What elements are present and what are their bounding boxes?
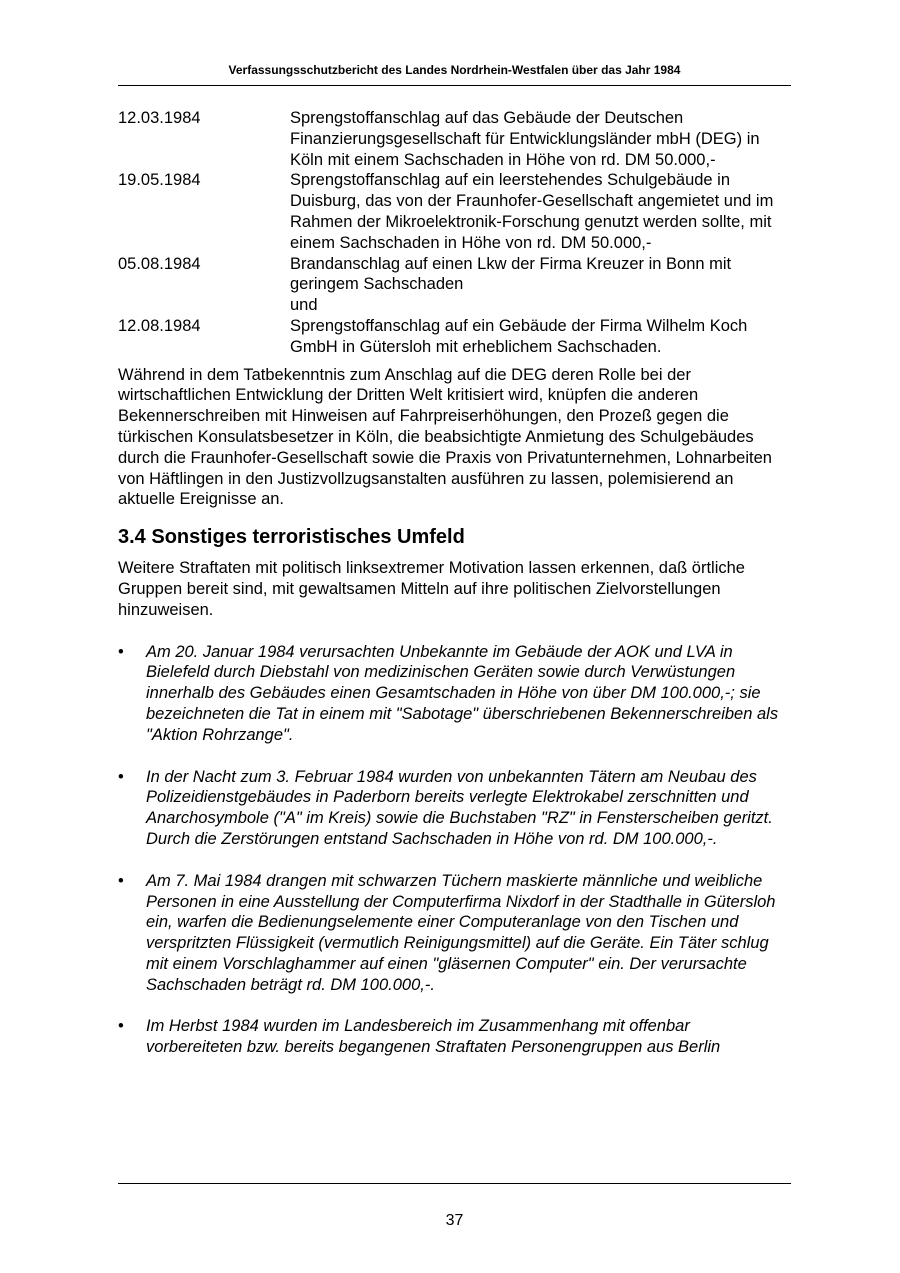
event-date: 05.08.1984 — [118, 254, 201, 273]
event-description: Sprengstoffanschlag auf das Gebäude der Deutschen Finanzierungsgesellschaft für Entwicklungsländer mbH (DEG) in Köln mit einem Sachschaden in Höhe von rd. DM 50.000,- — [290, 109, 760, 169]
event-date: 19.05.1984 — [118, 171, 201, 190]
event-row — [118, 170, 791, 253]
list-item — [118, 871, 791, 996]
bullet-icon: • — [118, 1017, 124, 1036]
list-item-text: In der Nacht zum 3. Februar 1984 wurden von unbekannten Tätern am Neubau des Polizeidienstgebäudes in Paderborn bereits verlegte Elektrokabel zerschnitten und Anarchosymbole ("A" im Kreis) sowie die Buchstaben "RZ" in Fensterscheiben geritzt. Durch die Zerstörungen entstand Sachschaden in Höhe von rd. DM 100.000,-. — [146, 767, 773, 848]
list-item — [118, 1016, 791, 1058]
event-description: Brandanschlag auf einen Lkw der Firma Kreuzer in Bonn mit geringem Sachschaden — [290, 254, 732, 294]
list-item-text: Am 7. Mai 1984 drangen mit schwarzen Tüchern maskierte männliche und weibliche Personen in eine Ausstellung der Computerfirma Nixdorf in der Stadthalle in Gütersloh ein, warfen die Bedienungselemente einer Computeranlage von den Tischen und verspritzten Flüssigkeit (vermutlich Reinigungsmittel) auf die Geräte. Ein Täter schlug mit einem Vorschlaghammer auf einen "gläsernen Computer" ein. Der verursachte Sachschaden beträgt rd. DM 100.000,-. — [146, 871, 776, 994]
event-description: Sprengstoffanschlag auf ein leerstehendes Schulgebäude in Duisburg, das von der Fraunhofer-Gesellschaft angemietet und im Rahmen der Mikroelektronik-Forschung genutzt werden sollte, mit einem Sachschaden in Höhe von rd. DM 50.000,- — [290, 171, 774, 252]
footer-rule — [118, 1183, 791, 1184]
event-row — [118, 254, 791, 316]
list-item — [118, 767, 791, 850]
header-rule — [118, 85, 791, 86]
list-item — [118, 642, 791, 746]
event-row — [118, 316, 791, 358]
page-header: Verfassungsschutzbericht des Landes Nordrhein-Westfalen über das Jahr 1984 — [228, 63, 681, 77]
bullet-icon: • — [118, 642, 124, 661]
list-item-text: Im Herbst 1984 wurden im Landesbereich im Zusammenhang mit offenbar vorbereiteten bzw. bereits begangenen Straftaten Personengruppen aus Berlin — [146, 1017, 721, 1057]
list-item-text: Am 20. Januar 1984 verursachten Unbekannte im Gebäude der AOK und LVA in Bielefeld durch Diebstahl von medizinischen Geräten sowie durch Verwüstungen innerhalb des Gebäudes einen Gesamtschaden in Höhe von über DM 100.000,-; sie bezeichneten die Tat in einem mit "Sabotage" überschriebenen Bekennerschreiben als "Aktion Rohrzange". — [146, 642, 779, 744]
bullet-icon: • — [118, 767, 124, 786]
section-intro-paragraph: Weitere Straftaten mit politisch linksextremer Motivation lassen erkennen, daß örtliche Gruppen bereit sind, mit gewaltsamen Mitteln auf ihre politischen Zielvorstellungen hinzuweisen. — [118, 559, 745, 619]
page-content — [118, 108, 791, 1079]
body-paragraph: Während in dem Tatbekenntnis zum Anschlag auf die DEG deren Rolle bei der wirtschaftlichen Entwicklung der Dritten Welt kritisiert wird, knüpfen die anderen Bekennerschreiben mit Hinweisen auf Fahrpreiserhöhungen, den Prozeß gegen die türkischen Konsulatsbesetzer in Köln, die beabsichtigte Anmietung des Schulgebäudes durch die Fraunhofer-Gesellschaft sowie die Praxis von Privatunternehmen, Lohnarbeiten von Häftlingen in den Justizvollzugsanstalten ausführen zu lassen, polemisierend an aktuelle Ereignisse an. — [118, 365, 772, 509]
event-conjunction: und — [290, 296, 318, 315]
event-date: 12.08.1984 — [118, 316, 201, 335]
event-row — [118, 108, 791, 170]
bullet-icon: • — [118, 871, 124, 890]
incident-list — [118, 642, 791, 1059]
section-heading: 3.4 Sonstiges terroristisches Umfeld — [118, 526, 465, 549]
page-number: 37 — [445, 1212, 464, 1229]
event-description-block — [290, 254, 791, 316]
event-date: 12.03.1984 — [118, 109, 201, 127]
event-description: Sprengstoffanschlag auf ein Gebäude der Firma Wilhelm Koch GmbH in Gütersloh mit erheblichem Sachschaden. — [290, 316, 748, 356]
